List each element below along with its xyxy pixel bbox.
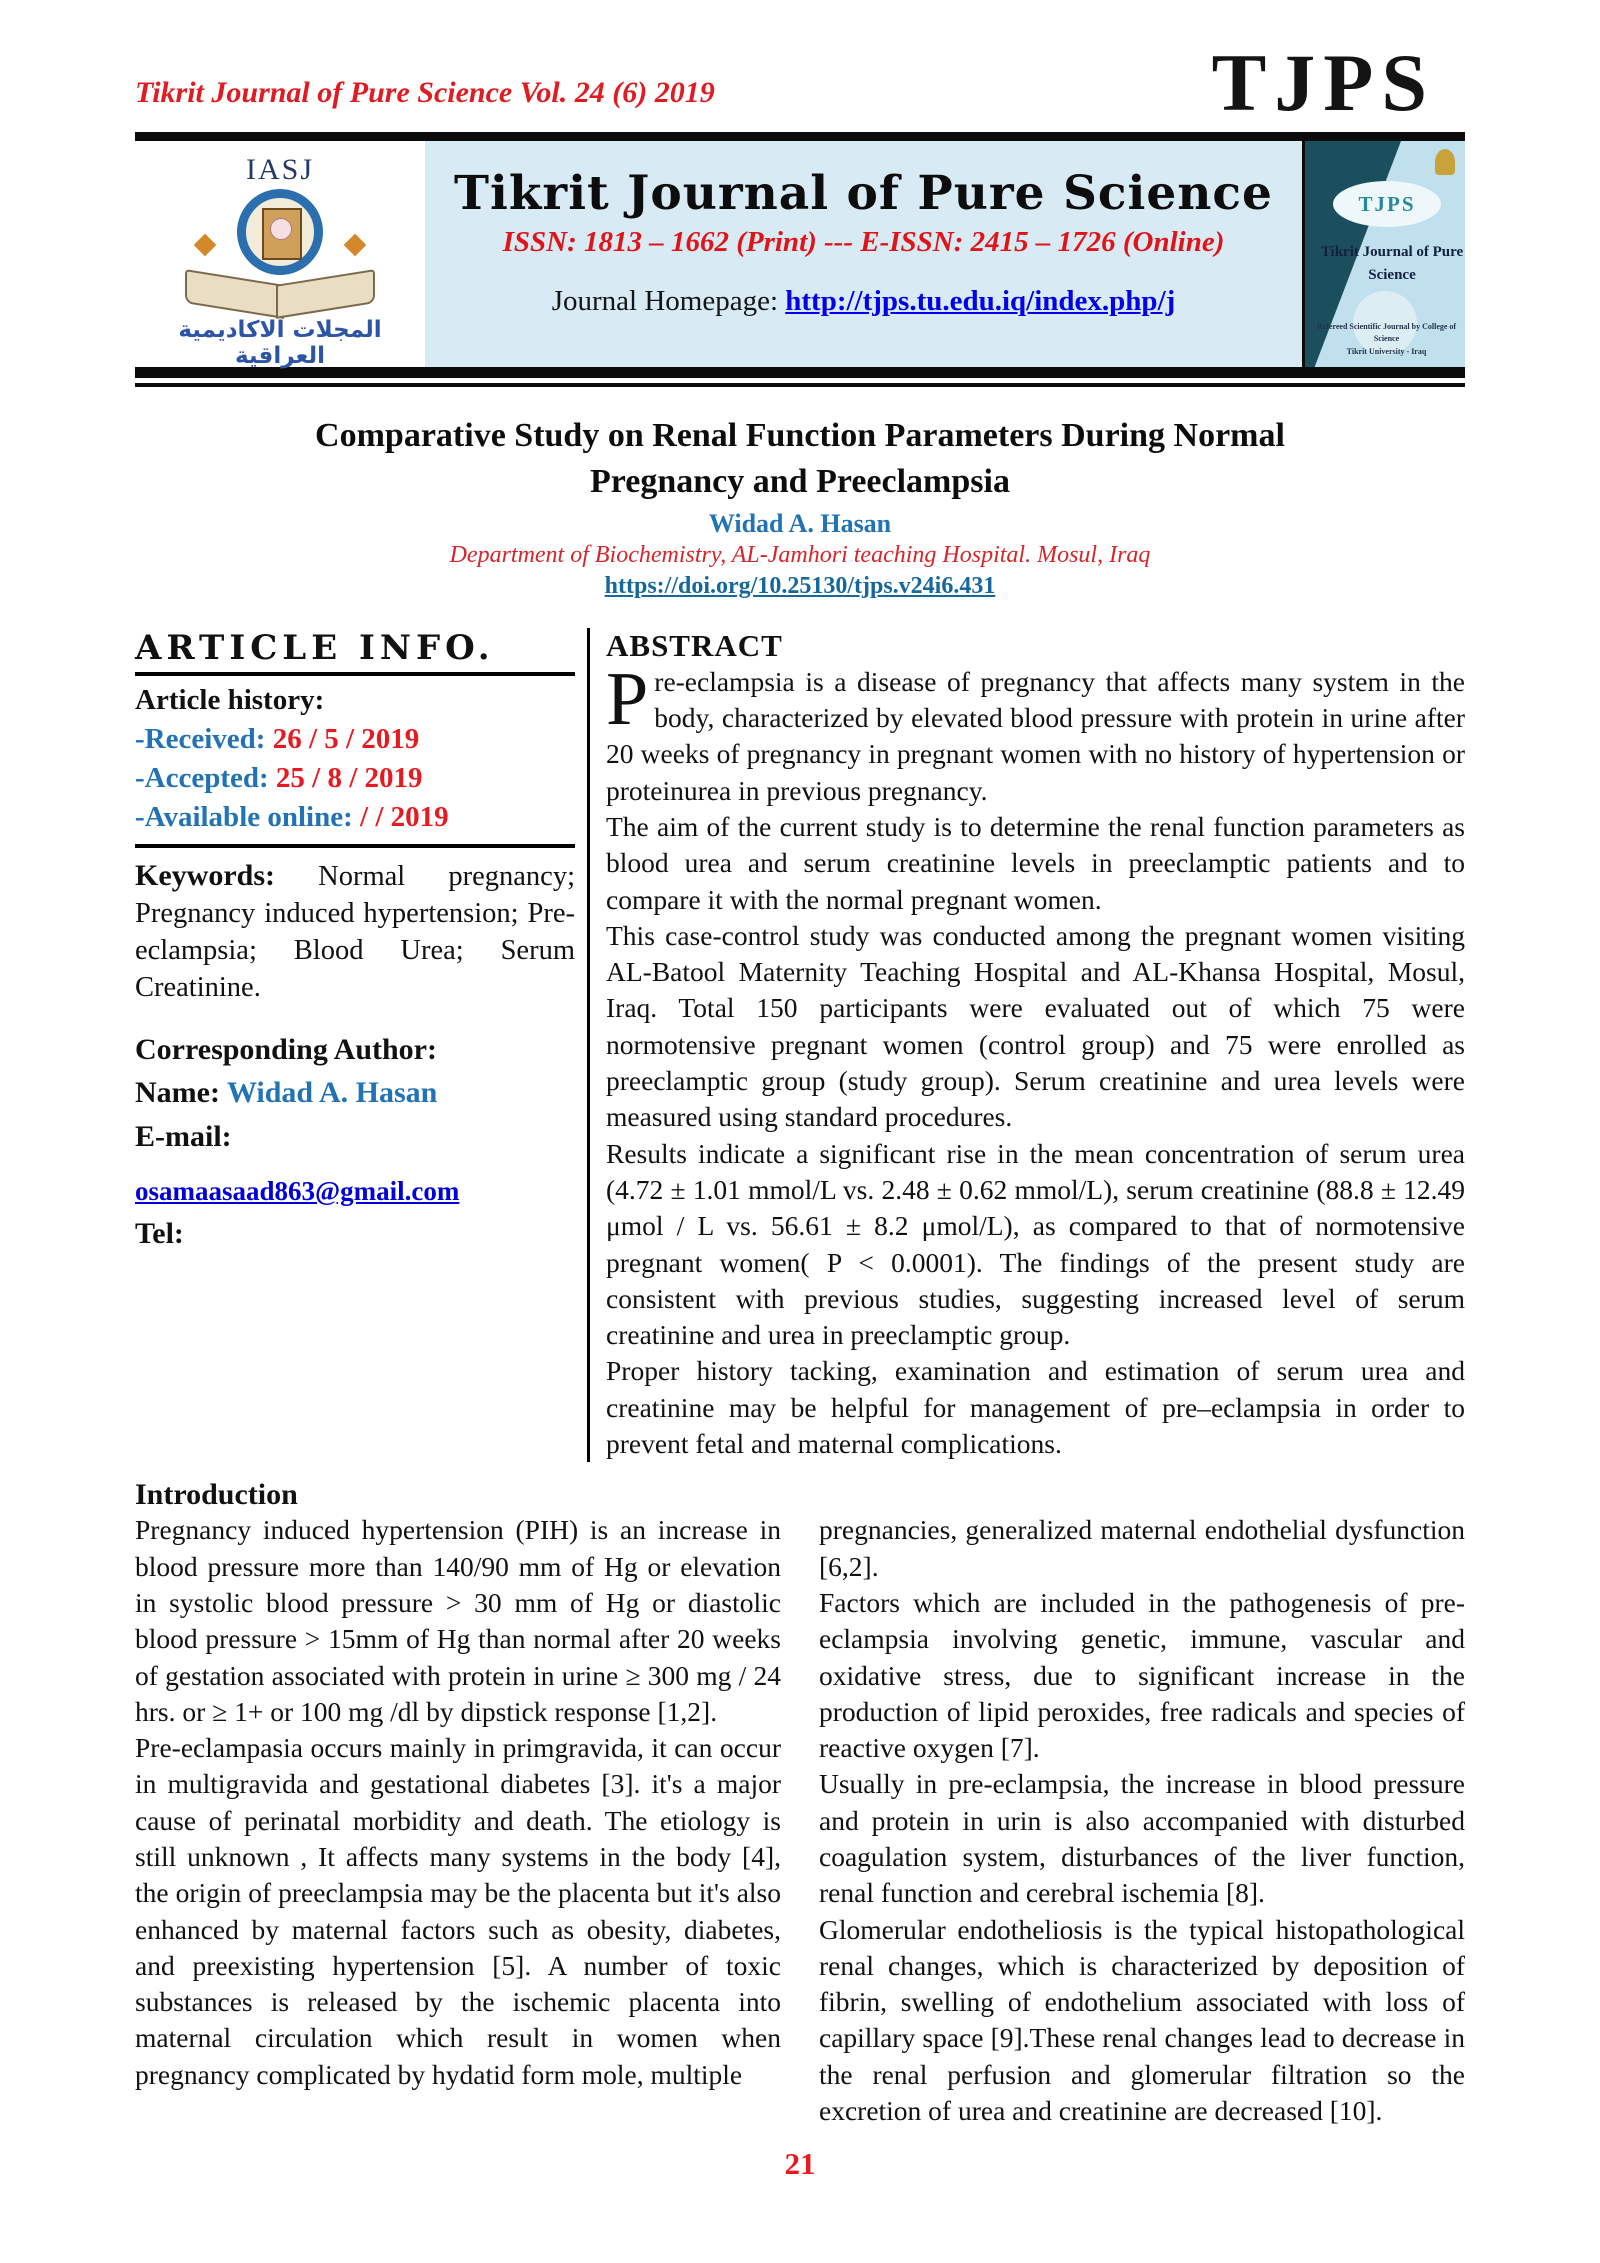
doi-link[interactable]: https://doi.org/10.25130/tjps.v24i6.431 <box>604 572 996 599</box>
iasj-logo <box>135 141 425 367</box>
journal-cover-thumbnail <box>1302 141 1465 367</box>
available-online-label: -Available online: <box>135 800 353 833</box>
cover-footer-line2: Tikrit University - Iraq <box>1346 347 1427 357</box>
open-book-icon <box>185 277 375 311</box>
paper-title <box>135 413 1465 505</box>
keywords-text: Normal pregnancy; Pregnancy induced hypertension; Pre-eclampsia; Blood Urea; Serum Creatinine. <box>135 860 575 1003</box>
article-history-block <box>135 684 575 848</box>
intro-right-paragraph-4: Glomerular endotheliosis is the typical histopathological renal changes, which is characterized by deposition of fibrin, swelling of endothelium associated with loss of capillary space [9].These renal changes lead to decrease in the renal perfusion and glomerular filtration so the excretion of urea and creatinine are decreased [10]. <box>819 1913 1465 2127</box>
banner-center <box>425 141 1302 367</box>
received-line <box>135 723 575 756</box>
abstract-paragraph-5: Proper history tacking, examination and estimation of serum urea and creatinine may be helpful for management of pre–eclampsia in order to prevent fetal and maternal complications. <box>606 1355 1465 1460</box>
homepage-link[interactable]: http://tjps.tu.edu.iq/index.php/j <box>785 285 1176 318</box>
iasj-diamond-left-icon <box>194 234 217 257</box>
paper-affiliation: Department of Biochemistry, AL-Jamhori teaching Hospital. Mosul, Iraq <box>449 541 1151 568</box>
paper-title-line1: Comparative Study on Renal Function Parameters During Normal <box>315 417 1285 454</box>
received-label: -Received: <box>135 722 266 755</box>
corresponding-name-line <box>135 1071 575 1115</box>
abstract-paragraph-1 <box>606 656 1465 809</box>
accepted-label: -Accepted: <box>135 761 269 794</box>
cover-tjps-badge: TJPS <box>1333 181 1441 227</box>
iasj-diamond-right-icon <box>344 234 367 257</box>
abstract-dropcap: P <box>606 656 649 741</box>
introduction-heading: Introduction <box>135 1478 298 1512</box>
iasj-logo-text: IASJ <box>245 153 314 186</box>
homepage-line <box>425 285 1302 318</box>
available-online-date: / / 2019 <box>360 800 449 833</box>
email-label: E-mail: <box>135 1119 232 1153</box>
homepage-label: Journal Homepage: <box>551 285 779 318</box>
abstract-paragraph-3: This case-control study was conducted among the pregnant women visiting AL-Batool Maternity Teaching Hospital and AL-Khansa Hospital, Mosul, Iraq. Total 150 participants were evaluated out of which 75 were normotensive pregnant women (control group) and 75 were enrolled as preeclamptic group (study group). Serum creatinine and urea levels were measured using standard procedures. <box>606 919 1465 1133</box>
abstract-paragraph-2: The aim of the current study is to determine the renal function parameters as blood urea and serum creatinine levels in preeclamptic patients and to compare it with the normal pregnant women. <box>606 810 1465 915</box>
doi-line <box>135 573 1465 600</box>
journal-banner <box>135 141 1465 367</box>
banner-bottom-divider-thin <box>135 383 1465 387</box>
banner-journal-title: Tikrit Journal of Pure Science <box>454 166 1273 221</box>
info-abstract-section <box>135 628 1465 1463</box>
corresponding-author-block <box>135 1028 575 1159</box>
page-header <box>135 0 1465 128</box>
tel-label: Tel: <box>135 1217 184 1251</box>
article-info-heading: ARTICLE INFO. <box>135 628 575 676</box>
paper-title-line2: Pregnancy and Preeclampsia <box>590 462 1010 500</box>
introduction-left-column <box>135 1512 781 2129</box>
intro-right-paragraph-2: Factors which are included in the pathogenesis of pre-eclampsia involving genetic, immune, vascular and oxidative stress, due to significant increase in the production of lipid peroxides, free radicals and species of reactive oxygen [7]. <box>819 1586 1465 1764</box>
corresponding-name: Widad A. Hasan <box>226 1076 438 1110</box>
introduction-section <box>135 1512 1465 2129</box>
abstract-column <box>590 628 1465 1463</box>
tjps-logo-text: TJPS <box>1211 37 1435 128</box>
intro-right-paragraph-1: pregnancies, generalized maternal endothelial dysfunction [6,2]. <box>819 1514 1465 1582</box>
name-label: Name: <box>135 1076 220 1110</box>
keywords-label: Keywords: <box>135 858 275 892</box>
received-date: 26 / 5 / 2019 <box>272 722 420 755</box>
intro-left-paragraph-1: Pregnancy induced hypertension (PIH) is an increase in blood pressure more than 140/90 mm of Hg or elevation in systolic blood pressure > 30 mm of Hg or diastolic blood pressure > 15mm of Hg than normal after 20 weeks of gestation associated with protein in urine ≥ 300 mg / 24 hrs. or ≥ 1+ or 100 mg /dl by dipstick response [1,2]. <box>135 1514 781 1727</box>
page-number: 21 <box>784 2146 816 2181</box>
journal-volume-line: Tikrit Journal of Pure Science Vol. 24 (6) 2019 <box>135 76 715 109</box>
cover-crest-icon <box>1435 149 1455 175</box>
accepted-line <box>135 762 575 795</box>
cover-footer-line1: Refereed Scientific Journal by College of Science <box>1316 321 1457 344</box>
abstract-paragraph-4: Results indicate a significant rise in the mean concentration of serum urea (4.72 ± 1.01 mmol/L vs. 2.48 ± 0.62 mmol/L), serum creatinine (88.8 ± 12.49 μmol / L vs. 56.61 ± 8.2 μmol/L), as compared to that of normotensive pregnant women( P < 0.0001). The findings of the present study are consistent with previous studies, suggesting increased level of serum creatinine and urea in preeclamptic group. <box>606 1137 1465 1351</box>
email-link[interactable]: osamaasaad863@gmail.com <box>135 1176 460 1207</box>
keywords-paragraph <box>135 856 575 1006</box>
iasj-arabic-text: المجلات الاكاديمية العراقية <box>178 317 382 369</box>
abstract-heading: ABSTRACT <box>606 627 783 663</box>
iasj-emblem-icon <box>237 189 323 275</box>
cover-footer-text <box>1309 321 1464 359</box>
intro-left-paragraph-2: Pre-eclampasia occurs mainly in primgravida, it can occur in multigravida and gestational diabetes [3]. it's a major cause of perinatal morbidity and death. The etiology is still unknown , It affects many systems in the body [4], the origin of preeclampsia may be the placenta but it's also enhanced by maternal factors such as obesity, diabetes, and preexisting hypertension [5]. A number of toxic substances is released by the ischemic placenta into maternal circulation which result in women when pregnancy complicated by hydatid form mole, multiple <box>135 1732 781 2090</box>
cover-journal-name: Tikrit Journal of Pure Science <box>1320 244 1464 283</box>
article-history-label: Article history: <box>135 683 325 716</box>
paper-author: Widad A. Hasan <box>708 508 892 538</box>
accepted-date: 25 / 8 / 2019 <box>275 761 423 794</box>
email-line <box>135 1176 575 1207</box>
intro-right-paragraph-3: Usually in pre-eclampsia, the increase in blood pressure and protein in urin is also accompanied with disturbed coagulation system, disturbances of the liver function, renal function and cerebral ischemia [8]. <box>819 1768 1465 1909</box>
top-divider <box>135 132 1465 141</box>
introduction-right-column <box>819 1512 1465 2129</box>
available-online-line <box>135 801 575 834</box>
article-info-column <box>135 628 587 1463</box>
banner-issn-line: ISSN: 1813 – 1662 (Print) --- E-ISSN: 2415 – 1726 (Online) <box>502 226 1225 259</box>
abstract-paragraph-1-text: re-eclampsia is a disease of pregnancy that affects many system in the body, characterized by elevated blood pressure with protein in urine after 20 weeks of pregnancy in pregnant women with no history of hypertension or proteinurea in previous pregnancy. <box>606 665 1465 806</box>
corresponding-author-label: Corresponding Author: <box>135 1032 437 1066</box>
